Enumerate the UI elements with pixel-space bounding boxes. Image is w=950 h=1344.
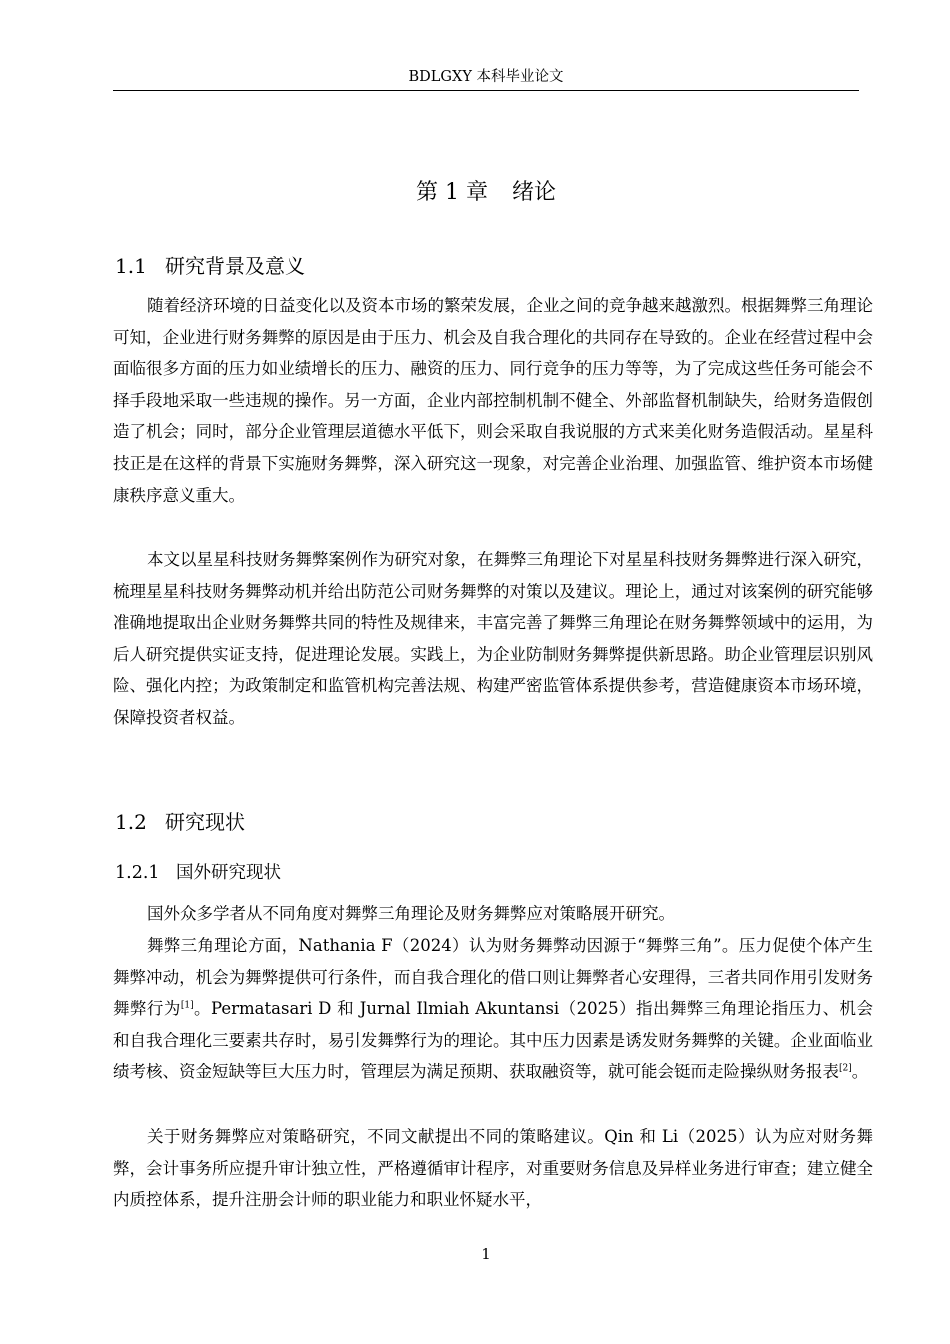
page-number: 1 — [481, 1245, 491, 1263]
citation-ref[interactable]: [1] — [180, 1000, 194, 1011]
running-header: BDLGXY 本科毕业论文 — [408, 69, 564, 85]
section-heading — [115, 808, 245, 836]
section-heading — [115, 252, 305, 280]
body-paragraph — [113, 930, 873, 1088]
subsection-heading — [115, 860, 281, 886]
citation-ref[interactable]: [2] — [839, 1063, 852, 1074]
paragraph-text: 舞弊三角理论方面，Nathania F（2024）认为财务舞弊动因源于“舞弊三角”。压力促使个体产生舞弊冲动，机会为舞弊提供可行条件，而自我合理化的借口则让舞弊者心安理得，三者共同作用引发财务舞弊行为 — [113, 936, 873, 1019]
chapter-title — [113, 178, 859, 208]
subsection-title: 国外研究现状 — [176, 863, 281, 883]
section-number: 1.2 — [115, 810, 147, 834]
body-paragraph: 国外众多学者从不同角度对舞弊三角理论及财务舞弊应对策略展开研究。 — [147, 904, 675, 923]
section-number: 1.1 — [115, 254, 147, 278]
subsection-number: 1.2.1 — [115, 863, 160, 883]
header-rule — [113, 90, 859, 91]
body-paragraph: 关于财务舞弊应对策略研究，不同文献提出不同的策略建议。Qin 和 Li（2025）认为应对财务舞弊，会计事务所应提升审计独立性，严格遵循审计程序，对重要财务信息及异样业务进行审查；建立健全内质控体系，提升注册会计师的职业能力和职业怀疑水平， — [113, 1127, 873, 1210]
body-paragraph: 随着经济环境的日益变化以及资本市场的繁荣发展，企业之间的竞争越来越激烈。根据舞弊三角理论可知，企业进行财务舞弊的原因是由于压力、机会及自我合理化的共同存在导致的。企业在经营过程中会面临很多方面的压力如业绩增长的压力、融资的压力、同行竞争的压力等等，为了完成这些任务可能会不择手段地采取一些违规的操作。另一方面，企业内部控制机制不健全、外部监督机制缺失，给财务造假创造了机会；同时，部分企业管理层道德水平低下，则会采取自我说服的方式来美化财务造假活动。星星科技正是在这样的背景下实施财务舞弊，深入研究这一现象，对完善企业治理、加强监管、维护资本市场健康秩序意义重大。 — [113, 296, 873, 505]
paragraph-text: 。Permatasari D 和 Jurnal Ilmiah Akuntansi（2025）指出舞弊三角理论指压力、机会和自我合理化三要素共存时，易引发舞弊行为的理论。其中压力因素是诱发财务舞弊的关键。企业面临业绩考核、资金短缺等巨大压力时，管理层为满足预期、获取融资等，就可能会铤而走险操纵财务报表 — [113, 999, 874, 1082]
chapter-number: 第 1 章 — [416, 180, 488, 205]
body-paragraph: 本文以星星科技财务舞弊案例作为研究对象，在舞弊三角理论下对星星科技财务舞弊进行深入研究，梳理星星科技财务舞弊动机并给出防范公司财务舞弊的对策以及建议。理论上，通过对该案例的研究能够准确地提取出企业财务舞弊共同的特性及规律来，丰富完善了舞弊三角理论在财务舞弊领域中的运用，为后人研究提供实证支持，促进理论发展。实践上，为企业防制财务舞弊提供新思路。助企业管理层识别风险、强化内控；为政策制定和监管机构完善法规、构建严密监管体系提供参考，营造健康资本市场环境，保障投资者权益。 — [113, 550, 873, 727]
section-title: 研究背景及意义 — [165, 254, 305, 278]
paragraph-text: 。 — [851, 1062, 869, 1082]
chapter-name: 绪论 — [511, 180, 556, 205]
section-title: 研究现状 — [165, 810, 245, 834]
